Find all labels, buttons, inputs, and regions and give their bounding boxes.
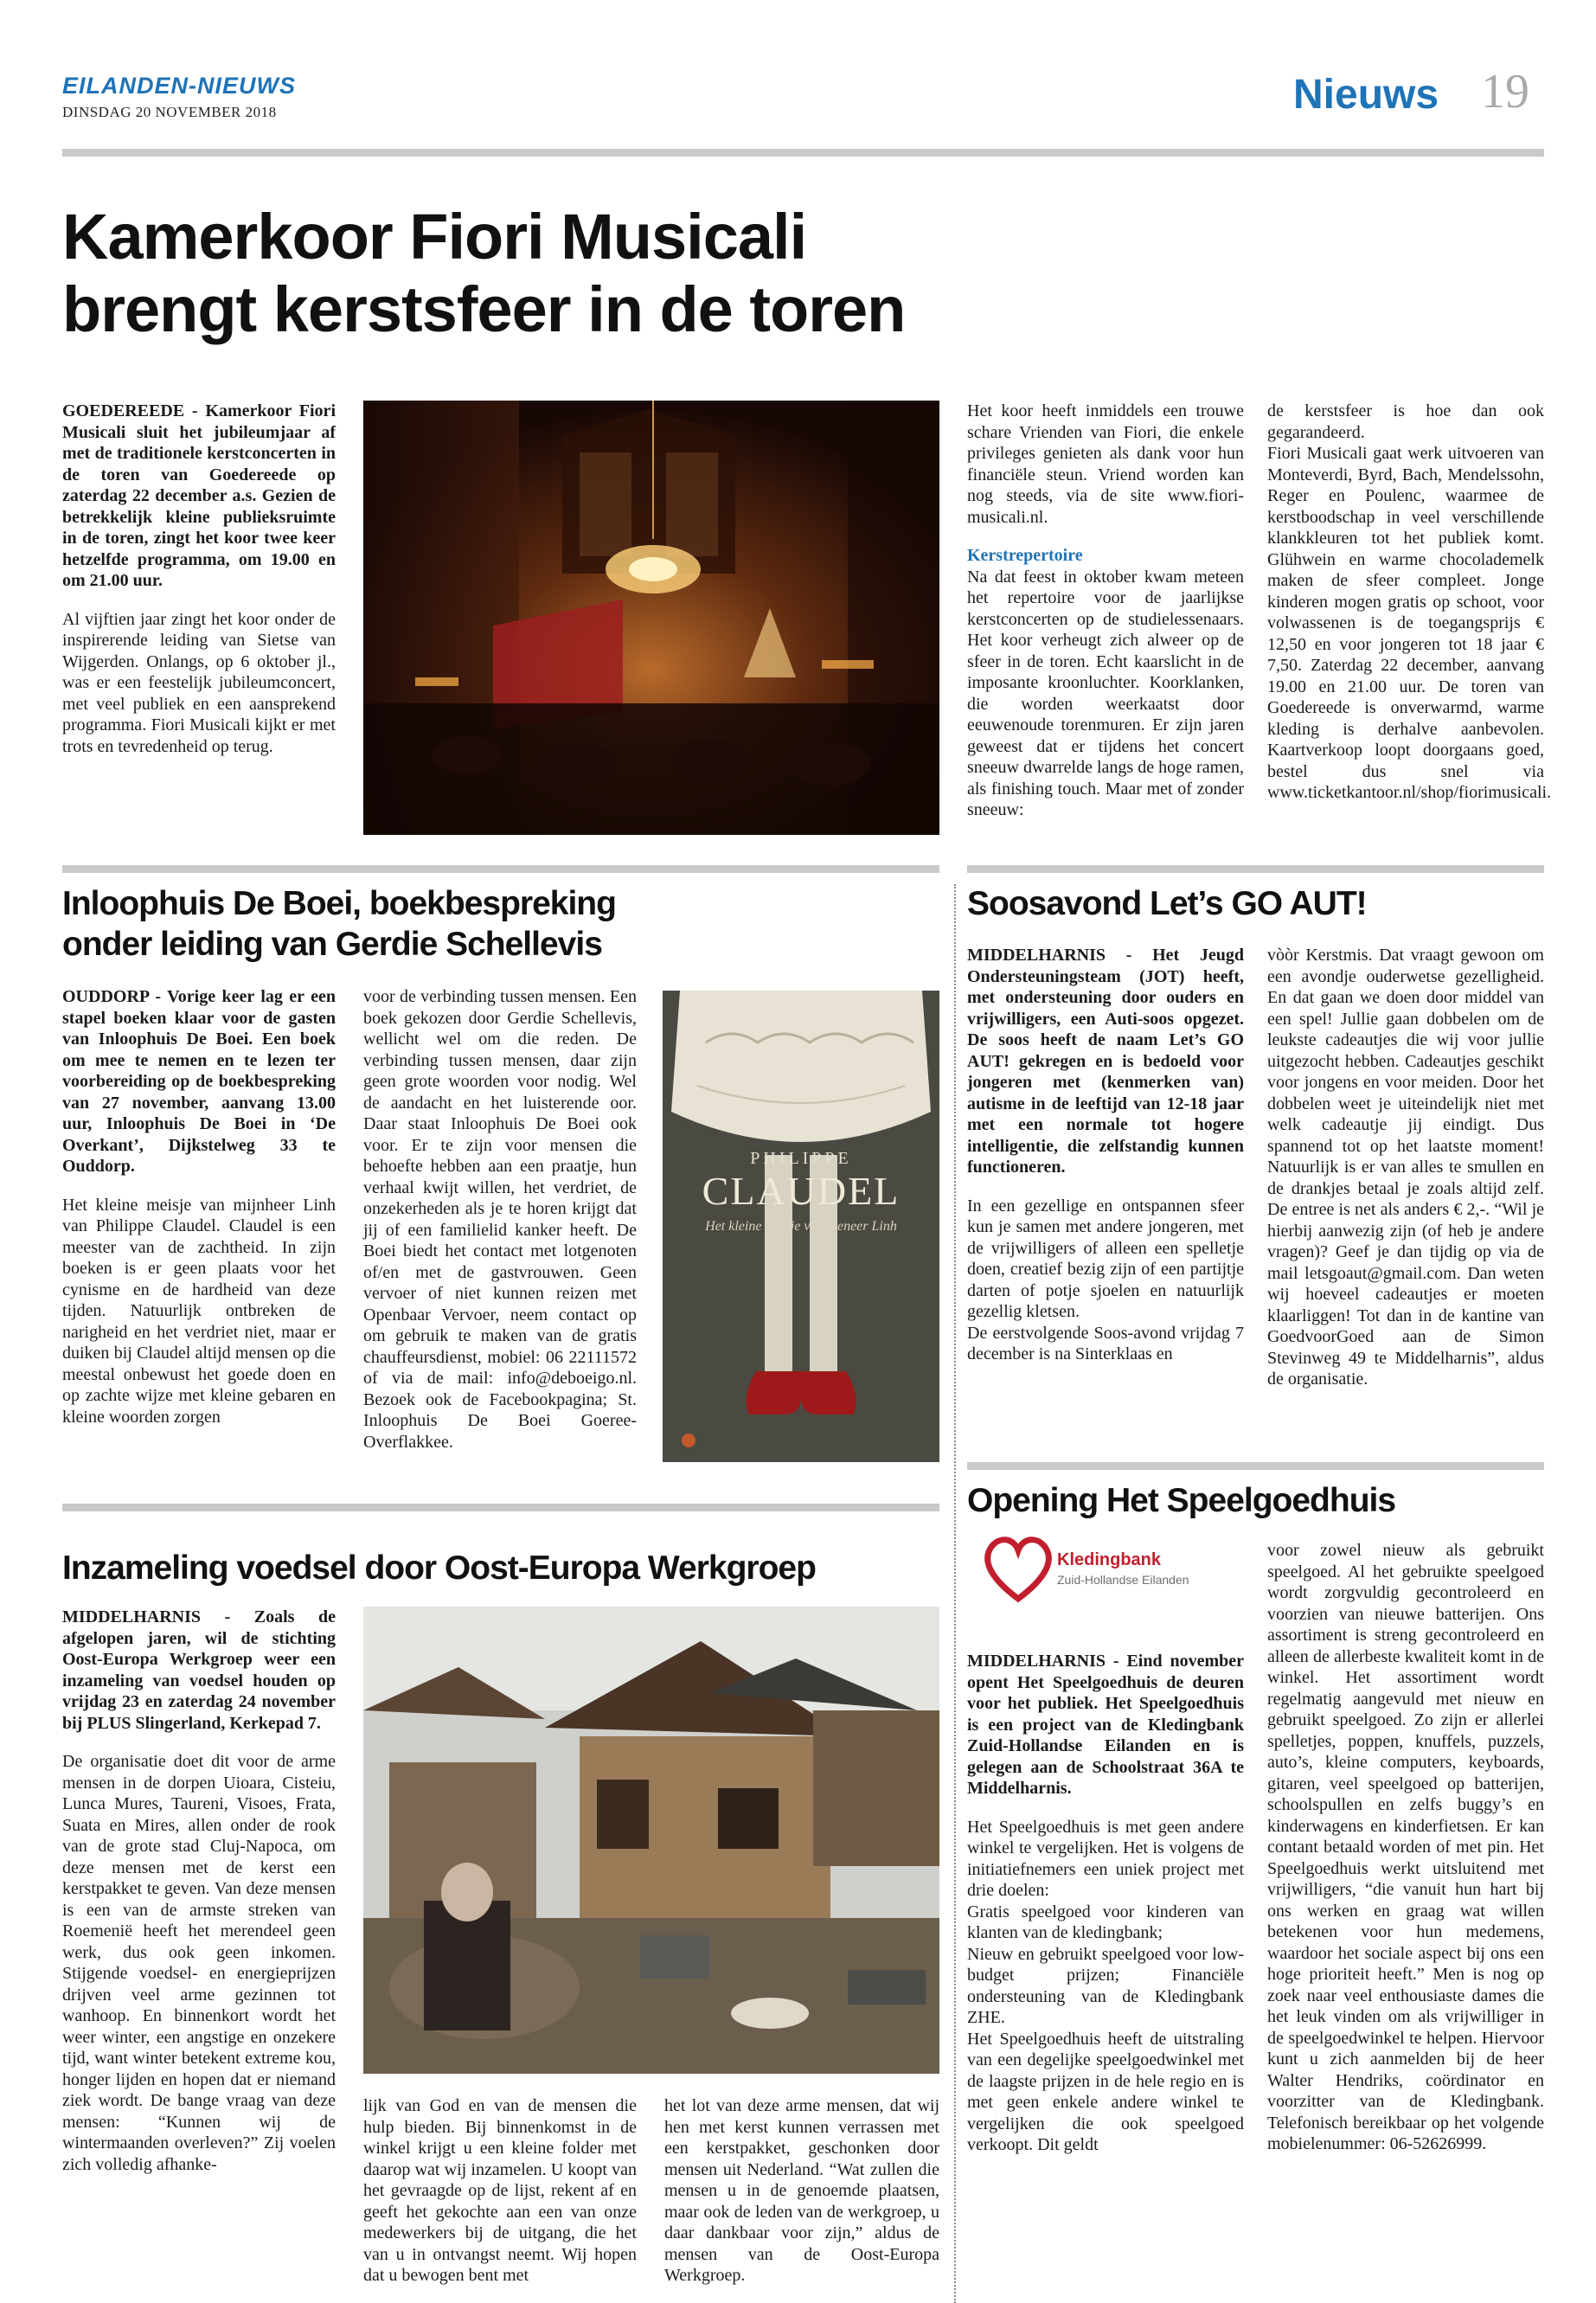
article2-title-line2: onder leiding van Gerdie Schellevis	[62, 925, 602, 963]
article2-column1	[62, 986, 336, 1427]
article2-body2: voor de verbinding tussen mensen. Een boek gekozen door Gerdie Schellevis, wellicht wel om die reden. De verbinding tussen mensen, daar zijn geen grote woorden voor nodig. Wel de aandacht en het luisterende oor. Daar staat Inloophuis De Boei ook voor. Er te zijn voor mensen die behoefte hebben aan een praatje, hun verhaal kwijt willen, het verdriet, de onzekerheden als je te horen krijgt dat jij of een familielid kanker heeft. De Boei biedt het contact met lotgenoten of/en met de gastvrouwen. Geen vervoer of niet kunnen reizen met Openbaar Vervoer, neem contact op om gebruik te maken van de gratis chauffeursdienst, mobiel: 06 22111572 of via de mail: info@deboeigo.nl. Bezoek ook de Facebookpagina; St. Inloophuis De Boei Goeree-Overflakkee.	[363, 987, 637, 1452]
article3-column1	[967, 945, 1244, 1365]
kledingbank-logo-name: Kledingbank	[1057, 1550, 1162, 1569]
article2-lead: OUDDORP - Vorige keer lag er een stapel boeken klaar voor de gasten van Inloophuis De Boei. Een boek om mee te nemen en te lezen ter voorbereiding op de boekbespreking van 27 november, aanvang 13.00 uur, Inloophuis De Boei in ‘De Overkant’, Dijkstelweg 33 te Ouddorp.	[62, 987, 336, 1176]
article4-lead: MIDDELHARNIS - Zoals de afgelopen jaren, wil de stichting Oost-Europa Werkgroep weer een inzameling van voedsel houden op vrijdag 23 en zaterdag 24 november bij PLUS Slingerland, Kerkepad 7.	[62, 1607, 336, 1733]
article1-title-line1: Kamerkoor Fiori Musicali	[62, 201, 807, 273]
kledingbank-logo-sub: Zuid-Hollandse Eilanden	[1057, 1573, 1189, 1587]
village-photo	[363, 1607, 939, 2074]
book-title: Het kleine meisje van meneer Linh	[705, 1219, 897, 1234]
article5-body3: Nieuw en gebruikt speelgoed voor low-budget prijzen; Financiële ondersteuning van de Kledingbank ZHE.	[967, 1944, 1244, 2027]
article1-subhead: Kerstrepertoire	[967, 546, 1083, 565]
article3-body3: vòòr Kerstmis. Dat vraagt gewoon om een avondje ouderwetse gezelligheid. En dat gaan we doen door middel van een spel! Jullie gaan dobbelen om de leukste cadeautjes die wij voor jullie uitgezocht hebben. Cadeautjes geschikt voor jongens en voor meiden. Door het dobbelen weet je uiteindelijk niet met welk cadeautje jij eindigt. Dus spannend tot op het laatste moment! Natuurlijk is er van alles te smullen en de drankjes betaal je zoals altijd zelf. De entree is net als anders € 2,-. “Wil je hierbij aanwezig zijn (of heb je andere vragen)? Geef je dan tijdig op via de mail letsgoaut@gmail.com. Dan weten wij hoeveel cadeautjes er moeten klaarliggen! Tot dan in de kantine van GoedvoorGoed aan de Simon Stevinweg 49 te Middelharnis”, aldus de organisatie.	[1267, 946, 1544, 1389]
article1-column3	[967, 401, 1244, 821]
article3-body1: In een gezellige en ontspannen sfeer kun je samen met andere jongeren, met de vrijwilligers of alleen een spelletje doen, creatief bezig zijn of een partijtje darten of potje sjoelen en natuurlijk gezellig kletsen.	[967, 1196, 1244, 1321]
article4-column1	[62, 1607, 336, 2175]
article4-headline: Inzameling voedsel door Oost-Europa Werkgroep	[62, 1549, 816, 1587]
masthead-logo: EILANDEN-NIEUWS	[62, 73, 296, 99]
article1-lead: GOEDEREEDE - Kamerkoor Fiori Musicali sluit het jubileumjaar af met de traditionele kerstconcerten in de toren van Goedereede op zaterdag 22 december a.s. Gezien de betrekkelijk kleine publieksruimte in de toren, zingt het koor twee keer hetzelfde programma, om 19.00 en om 21.00 uur.	[62, 401, 336, 590]
village-illustration	[363, 1607, 939, 2074]
book-author-last: CLAUDEL	[702, 1169, 901, 1213]
article1-column4	[1267, 401, 1552, 804]
article2-column2	[363, 986, 637, 1453]
article1-headline	[62, 201, 1273, 345]
article3-lead: MIDDELHARNIS - Het Jeugd Ondersteuningsteam (JOT) heeft, met ondersteuning door ouders en vrijwilligers, een Auti-soos opgezet. De soos heeft de naam Let’s GO AUT! gekregen en is bedoeld voor jongeren met (kenmerken van) autisme in de leeftijd van 12-18 jaar met een normale tot hogere intelligentie, die zelfstandig kunnen functioneren.	[967, 946, 1244, 1177]
article5-body1: Het Speelgoedhuis is met geen andere winkel te vergelijken. Het is volgens de initiatiefnemers een uniek project met drie doelen:	[967, 1817, 1244, 1900]
kledingbank-logo	[979, 1531, 1239, 1609]
article1-body5: Fiori Musicali gaat werk uitvoeren van Monteverdi, Byrd, Bach, Mendelssohn, Reger en Poulenc, waarmee de kerstboodschap in veel verschillende klankkleuren tot het publiek komt. Glühwein en warme chocolademelk maken de sfeer compleet. Jonge kinderen mogen gratis op schoot, voor volwassenen is de toegangsprijs € 12,50 en voor jongeren tot 18 jaar € 7,50. Zaterdag 22 december, aanvang 19.00 en 21.00 uur. De toren van Goedereede is onverwarmd, warme kleding is derhalve aanbevolen. Kaartverkoop loopt doorgaans goed, bestel dus snel via www.ticketkantoor.nl/shop/fiorimusicali.	[1267, 444, 1552, 802]
article5-body4: Het Speelgoedhuis heeft de uitstraling van een degelijke speelgoedwinkel met de laagste prijzen in de hele regio en is met geen enkele andere winkel te vergelijken die ook speelgoed verkoopt. Dit geldt	[967, 2029, 1244, 2154]
article2-headline	[62, 884, 927, 965]
choir-concert-illustration	[363, 401, 939, 835]
article5-headline: Opening Het Speelgoedhuis	[967, 1482, 1396, 1519]
article4-body2: lijk van God en van de mensen die hulp bieden. Bij binnenkomst in de winkel krijgt u een kleine folder met daarop wat wij inzamelen. U koopt van het gevraagde op de lijst, rekent af en geeft het gekochte aan een van onze medewerkers bij de uitgang, die het van u in ontvangst neemt. Wij hopen dat u bewogen bent met	[363, 2096, 637, 2285]
book-cover	[663, 991, 939, 1462]
article1-body1: Al vijftien jaar zingt het koor onder de inspirerende leiding van Sietse van Wijgerden. Onlangs, op 6 oktober jl., was er een feestelijk jubileumconcert, met veel publiek en een aansprekend programma. Fiori Musicali kijkt er met trots en tevredenheid op terug.	[62, 609, 336, 756]
article1-body4: de kerstsfeer is hoe dan ook gegarandeerd.	[1267, 401, 1544, 442]
divider-4	[967, 1462, 1544, 1470]
article3-column2	[1267, 945, 1544, 1390]
article1-body2: Het koor heeft inmiddels een trouwe schare Vrienden van Fiori, die enkele privileges genieten als dank voor hun financiële steun. Vriend worden kan nog steeds, via de site www.fiori-musicali.nl.	[967, 401, 1244, 527]
article4-body3: het lot van deze arme mensen, dat wij hen met kerst kunnen verrassen met een kerstpakket, geschonken door mensen uit Nederland. “Wat zullen die mensen u in de genoemde plaatsen, maar ook de leden van de werkgroep, u daar dankbaar voor zijn,” aldus de mensen van de Oost-Europa Werkgroep.	[664, 2096, 939, 2285]
header-rule	[62, 149, 1544, 157]
publication-date: DINSDAG 20 NOVEMBER 2018	[62, 104, 277, 120]
divider-1	[62, 865, 939, 873]
article1-title-line2: brengt kerstsfeer in de toren	[62, 273, 906, 345]
article5-body5: voor zowel nieuw als gebruikt speelgoed. Al het gebruikte speelgoed wordt zorgvuldig gecontroleerd en voorzien van nieuwe batterijen. Ons assortiment is streng gecontroleerd en alleen de allerbeste kwaliteit komt in de winkel. Het assortiment wordt regelmatig aangevuld met nieuw en gebruikt speelgoed. Zo zijn er allerlei spelletjes, poppen, knuffels, puzzels, auto’s, kleine computers, keyboards, gitaren, veel speelgoed op batterijen, schoolspullen en zelfs buggy’s en kinderwagens en kinderfietsen. Er kan contant betaald worden of met pin. Het Speelgoedhuis werkt uitsluitend met vrijwilligers, “die vanuit hun hart bij ons werken en graag wat willen betekenen voor hun medemens, waardoor het sociale aspect bij ons een hoge prioriteit heeft.” Men is nog op zoek naar veel enthousiaste dames die het leuk vinden om als vrijwilliger in de speelgoedwinkel te helpen. Hiervoor kunt u zich aanmelden bij de heer Walter Hendriks, coördinator en voorzitter van de Kledingbank. Telefonisch bereikbaar op het volgende mobielenummer: 06-52626999.	[1267, 1541, 1544, 2153]
article4-column2	[363, 2095, 637, 2287]
heart-logo-icon	[979, 1531, 1057, 1606]
page-number: 19	[1481, 65, 1529, 119]
article4-column3	[664, 2095, 939, 2287]
section-title: Nieuws	[1293, 72, 1439, 118]
article2-body1: Het kleine meisje van mijnheer Linh van Philippe Claudel. Claudel is een meester van de zachtheid. In zijn boeken is er geen plaats voor het cynisme en de hardheid van deze tijden. Natuurlijk ontbreken de narigheid en het verdriet niet, maar er duiken bij Claudel altijd mensen op die meestal onbewust het goede doen en op zachte wijze met kleine gebaren en kleine woorden zorgen	[62, 1195, 336, 1427]
article5-column1	[967, 1651, 1244, 2156]
article5-lead: MIDDELHARNIS - Eind november opent Het Speelgoedhuis de deuren voor het publiek. Het Speelgoedhuis is een project van de Kledingbank Zuid-Hollandse Eilanden en is gelegen aan de Schoolstraat 36A te Middelharnis.	[967, 1652, 1244, 1798]
article1-column1	[62, 401, 336, 757]
divider-3	[62, 1504, 939, 1511]
choir-concert-photo	[363, 401, 939, 835]
vertical-separator	[954, 884, 956, 2303]
article1-body3: Na dat feest in oktober kwam meteen het repertoire voor de jaarlijkse kerstconcerten op de studielessenaars. Het koor verheugt zich alweer op de sfeer in de toren. Echt kaarslicht in de imposante kroonluchter. Koorklanken, die worden weerkaatst door eeuwenoude torenmuren. Er zijn jaren geweest dat er tijdens het concert sneeuw dwarrelde langs de hoge ramen, als finishing touch. Maar met of zonder sneeuw:	[967, 567, 1244, 819]
article5-column2	[1267, 1540, 1544, 2155]
book-author-first: PHILIPPE	[750, 1149, 852, 1168]
article3-headline: Soosavond Let’s GO AUT!	[967, 885, 1367, 922]
article3-body2: De eerstvolgende Soos-avond vrijdag 7 december is na Sinterklaas en	[967, 1323, 1244, 1363]
divider-2	[967, 865, 1544, 873]
article4-body1: De organisatie doet dit voor de arme mensen in de dorpen Uioara, Cisteiu, Lunca Mures, Taureni, Visoes, Frata, Suata en Mires, allen onder de rook van de grote stad Cluj-Napoca, om deze mensen met de kerst een kerstpakket te geven. Van deze mensen is een van de armste streken van Roemenië heeft het merendeel geen werk, dus ook geen inkomen. Stijgende voedsel- en energieprijzen drijven veel arme gezinnen tot wanhoop. En binnenkort wordt het weer winter, een angstige en onzekere tijd, want winter betekent extreme kou, honger lijden en hopen dat er niemand ziek wordt. De bange vraag van deze mensen: “Kunnen wij de wintermaanden overleven?” Zij voelen zich volledig afhanke-	[62, 1752, 336, 2174]
article2-title-line1: Inloophuis De Boei, boekbespreking	[62, 885, 616, 922]
article5-body2: Gratis speelgoed voor kinderen van klanten van de kledingbank;	[967, 1902, 1244, 1942]
